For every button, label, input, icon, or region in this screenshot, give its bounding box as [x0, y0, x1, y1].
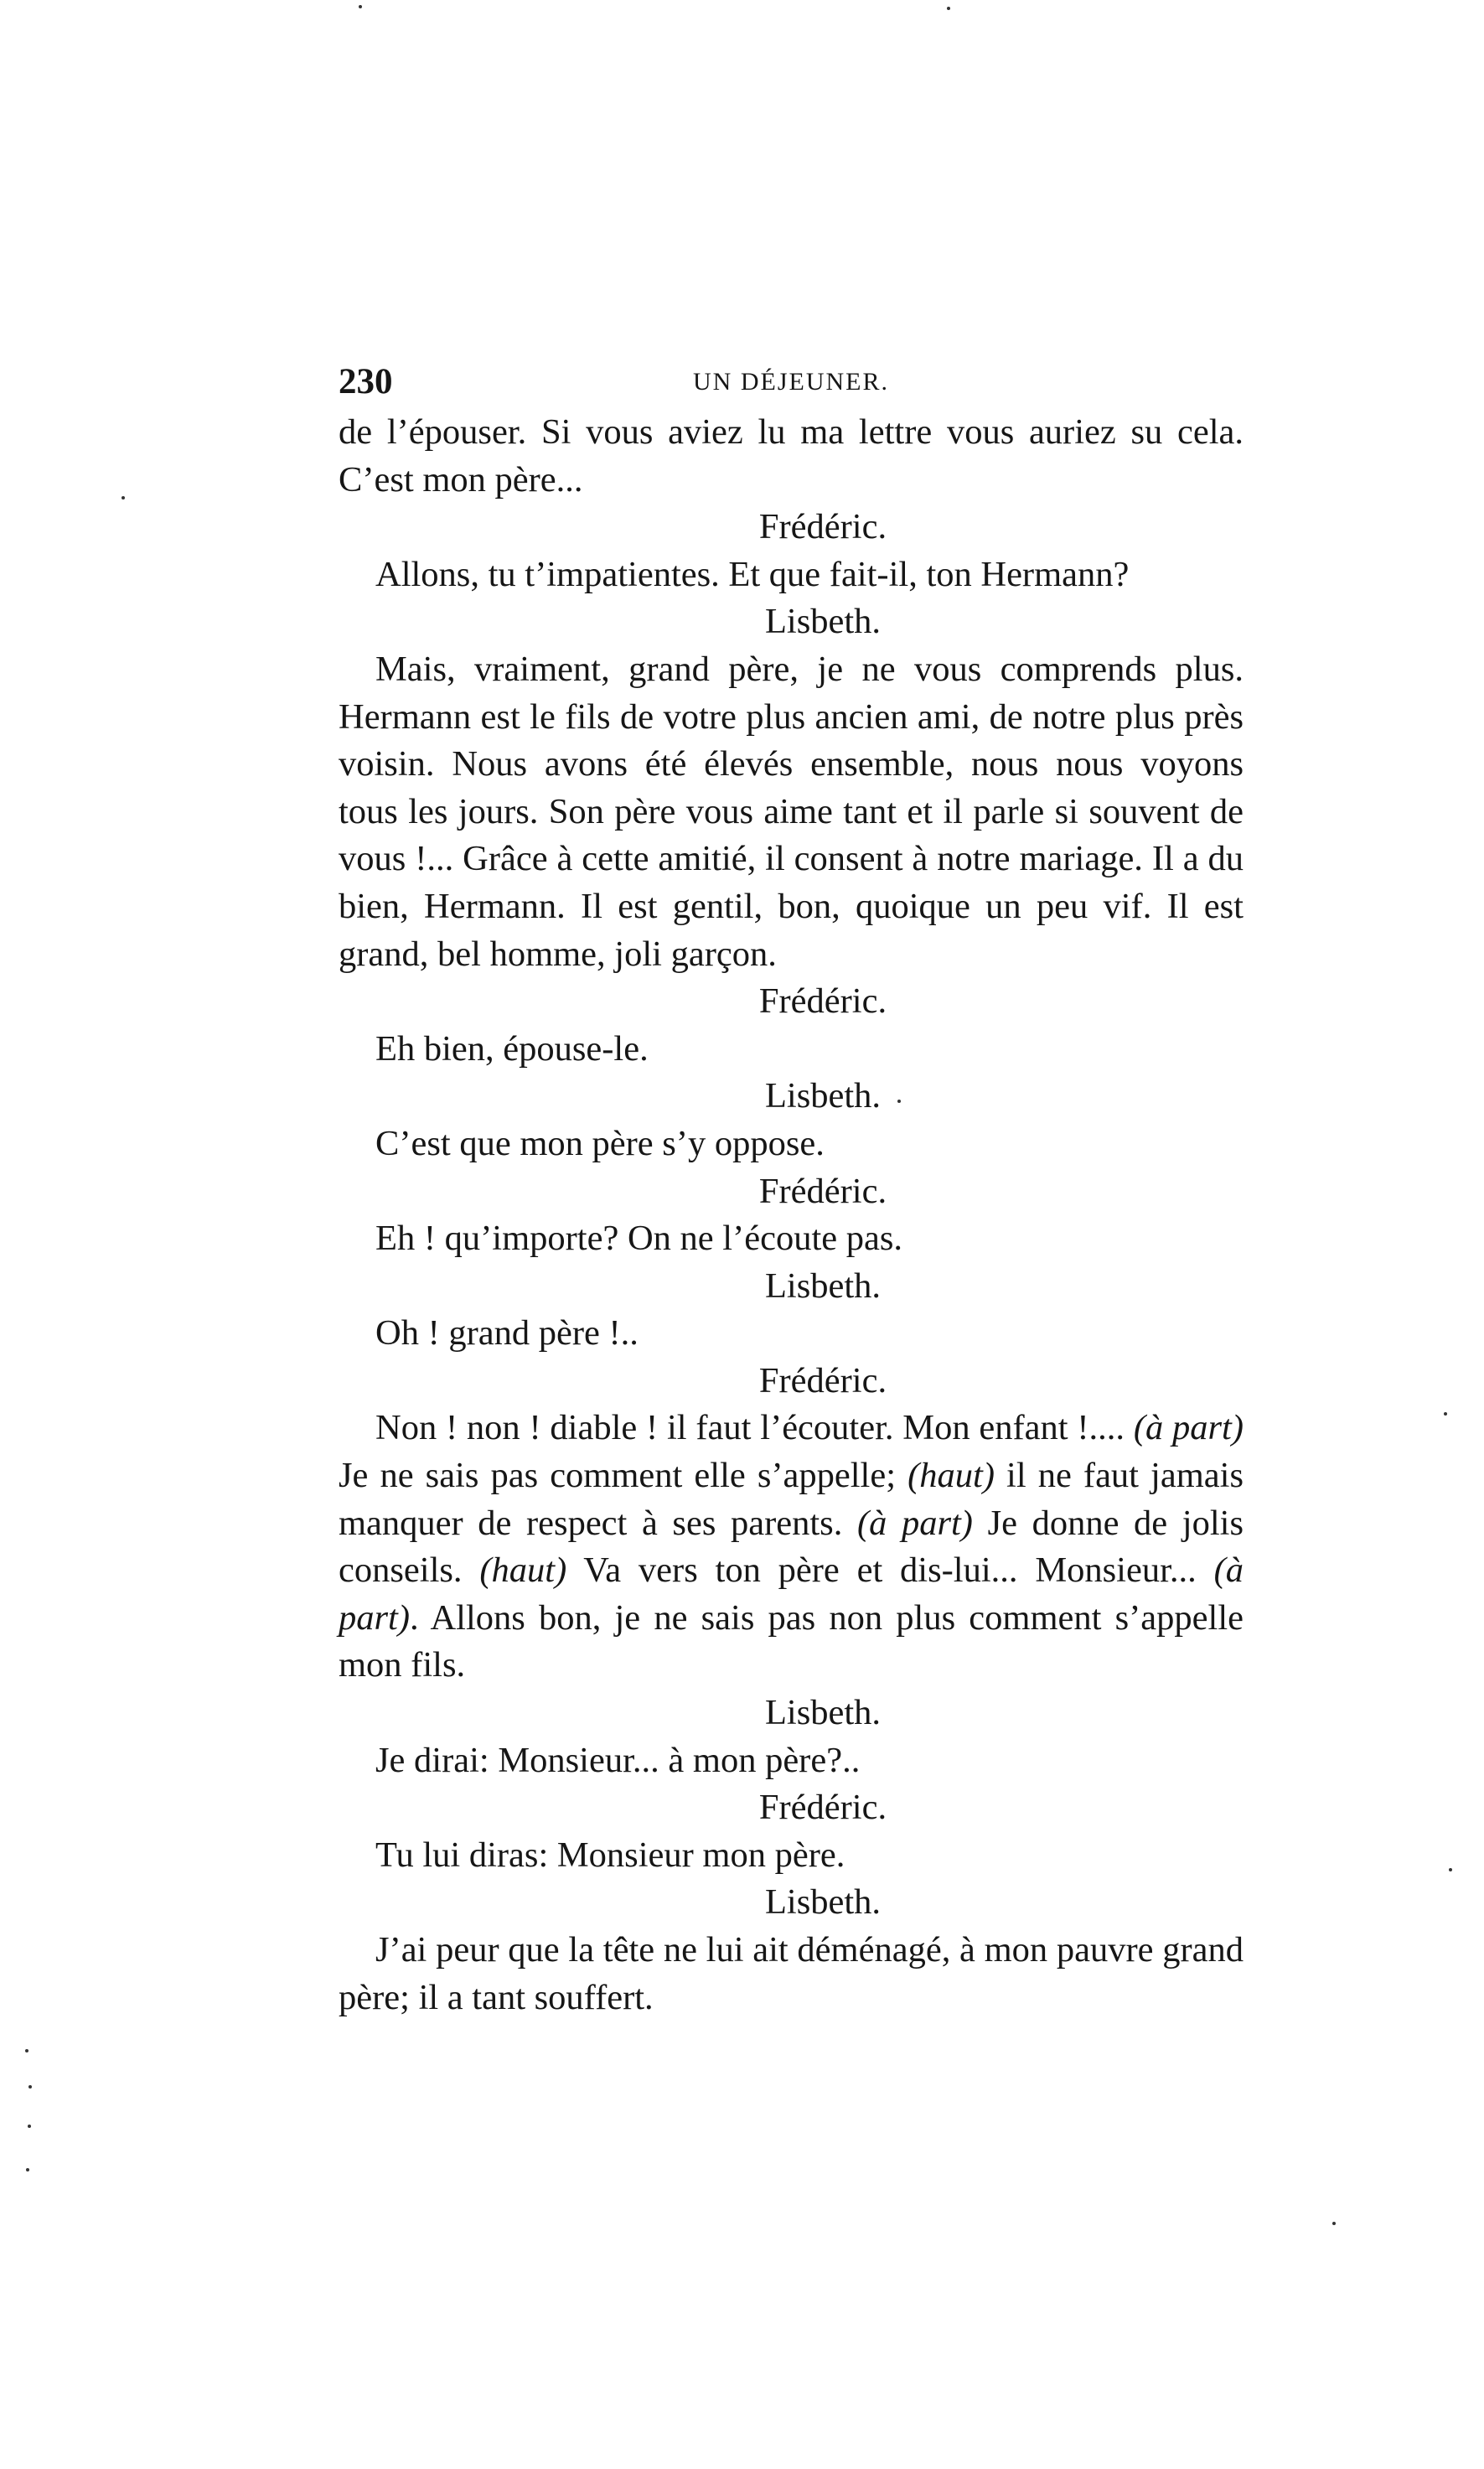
running-title: UN DÉJEUNER. [693, 368, 889, 396]
text-segment: il ne faut jamais manquer de respect à ses parents. [339, 1456, 1244, 1543]
scan-speck [1449, 1868, 1452, 1871]
scan-speck [28, 2125, 31, 2128]
speaker-name: Frédéric. [758, 507, 887, 547]
stage-direction: (à part) [1133, 1408, 1244, 1448]
scan-speck [359, 5, 362, 8]
paragraph: Je dirai: Monsieur... à mon père?.. [375, 1740, 861, 1780]
text-segment: Va vers ton père et dis-lui... Monsieur... [566, 1550, 1214, 1591]
scan-speck [28, 2085, 32, 2089]
scan-speck [25, 2049, 28, 2052]
speaker-name: Lisbeth. [764, 1266, 882, 1306]
paragraph: Eh ! qu’importe? On ne l’écoute pas. [375, 1219, 903, 1259]
speaker-name: Frédéric. [758, 1360, 887, 1400]
stage-direction: (haut) [907, 1456, 995, 1496]
page-header [339, 359, 1244, 406]
text-block [339, 409, 1244, 2021]
scan-speck [1444, 1412, 1447, 1416]
paragraph: Eh bien, épouse-le. [375, 1028, 649, 1069]
paragraph: Tu lui diras: Monsieur mon père. [375, 1835, 845, 1875]
paragraph: Mais, vraiment, grand père, je ne vous comprends plus. Hermann est le fils de votre plus ancien ami, de notre plus près voisin. Nous avons été élevés ensemble, nous nous voyons tous les jours. Son père vous aime tant et il parle si souvent de vous !... Grâce à cette amitié, il consent à notre mariage. Il a du bien, Hermann. Il est gentil, bon, quoique un peu vif. Il est grand, bel homme, joli garçon. [339, 649, 1244, 974]
scan-speck [26, 2168, 29, 2171]
scan-speck [947, 7, 950, 10]
page-number: 230 [339, 362, 393, 401]
speaker-name: Lisbeth. [764, 1076, 882, 1116]
paragraph: Allons, tu t’impatientes. Et que fait-il, ton Hermann? [375, 554, 1130, 594]
stage-direction: (haut) [479, 1550, 567, 1591]
speaker-name: Frédéric. [758, 1171, 887, 1211]
text-segment: Non ! non ! diable ! il faut l’écouter. Mon enfant !.... [375, 1408, 1134, 1448]
paragraph-with-stage-directions [339, 1405, 1244, 1690]
scan-speck [122, 496, 125, 499]
speaker-name: Frédéric. [758, 1788, 887, 1828]
speaker-name: Lisbeth. [764, 602, 882, 642]
text-segment: Je ne sais pas comment elle s’appelle; [339, 1456, 908, 1496]
stage-direction: (à part) [856, 1503, 973, 1543]
paragraph: de l’épouser. Si vous aviez lu ma lettre vous auriez su cela. C’est mon père... [339, 412, 1244, 499]
speaker-name: Frédéric. [758, 981, 887, 1022]
scan-speck [1332, 2222, 1336, 2225]
paragraph: J’ai peur que la tête ne lui ait déménagé, à mon pauvre grand père; il a tant souffert. [339, 1930, 1244, 2017]
speaker-name: Lisbeth. [764, 1693, 882, 1733]
text-segment: . Allons bon, je ne sais pas non plus comment s’appelle mon fils. [339, 1597, 1244, 1685]
text-segment: Je donne de jolis conseils. [339, 1503, 1244, 1591]
paragraph: Oh ! grand père !.. [375, 1313, 639, 1354]
speaker-name: Lisbeth. [764, 1882, 882, 1923]
scan-speck [897, 1100, 901, 1103]
paragraph: C’est que mon père s’y oppose. [375, 1123, 825, 1163]
stage-direction: (à part) [339, 1550, 1244, 1638]
